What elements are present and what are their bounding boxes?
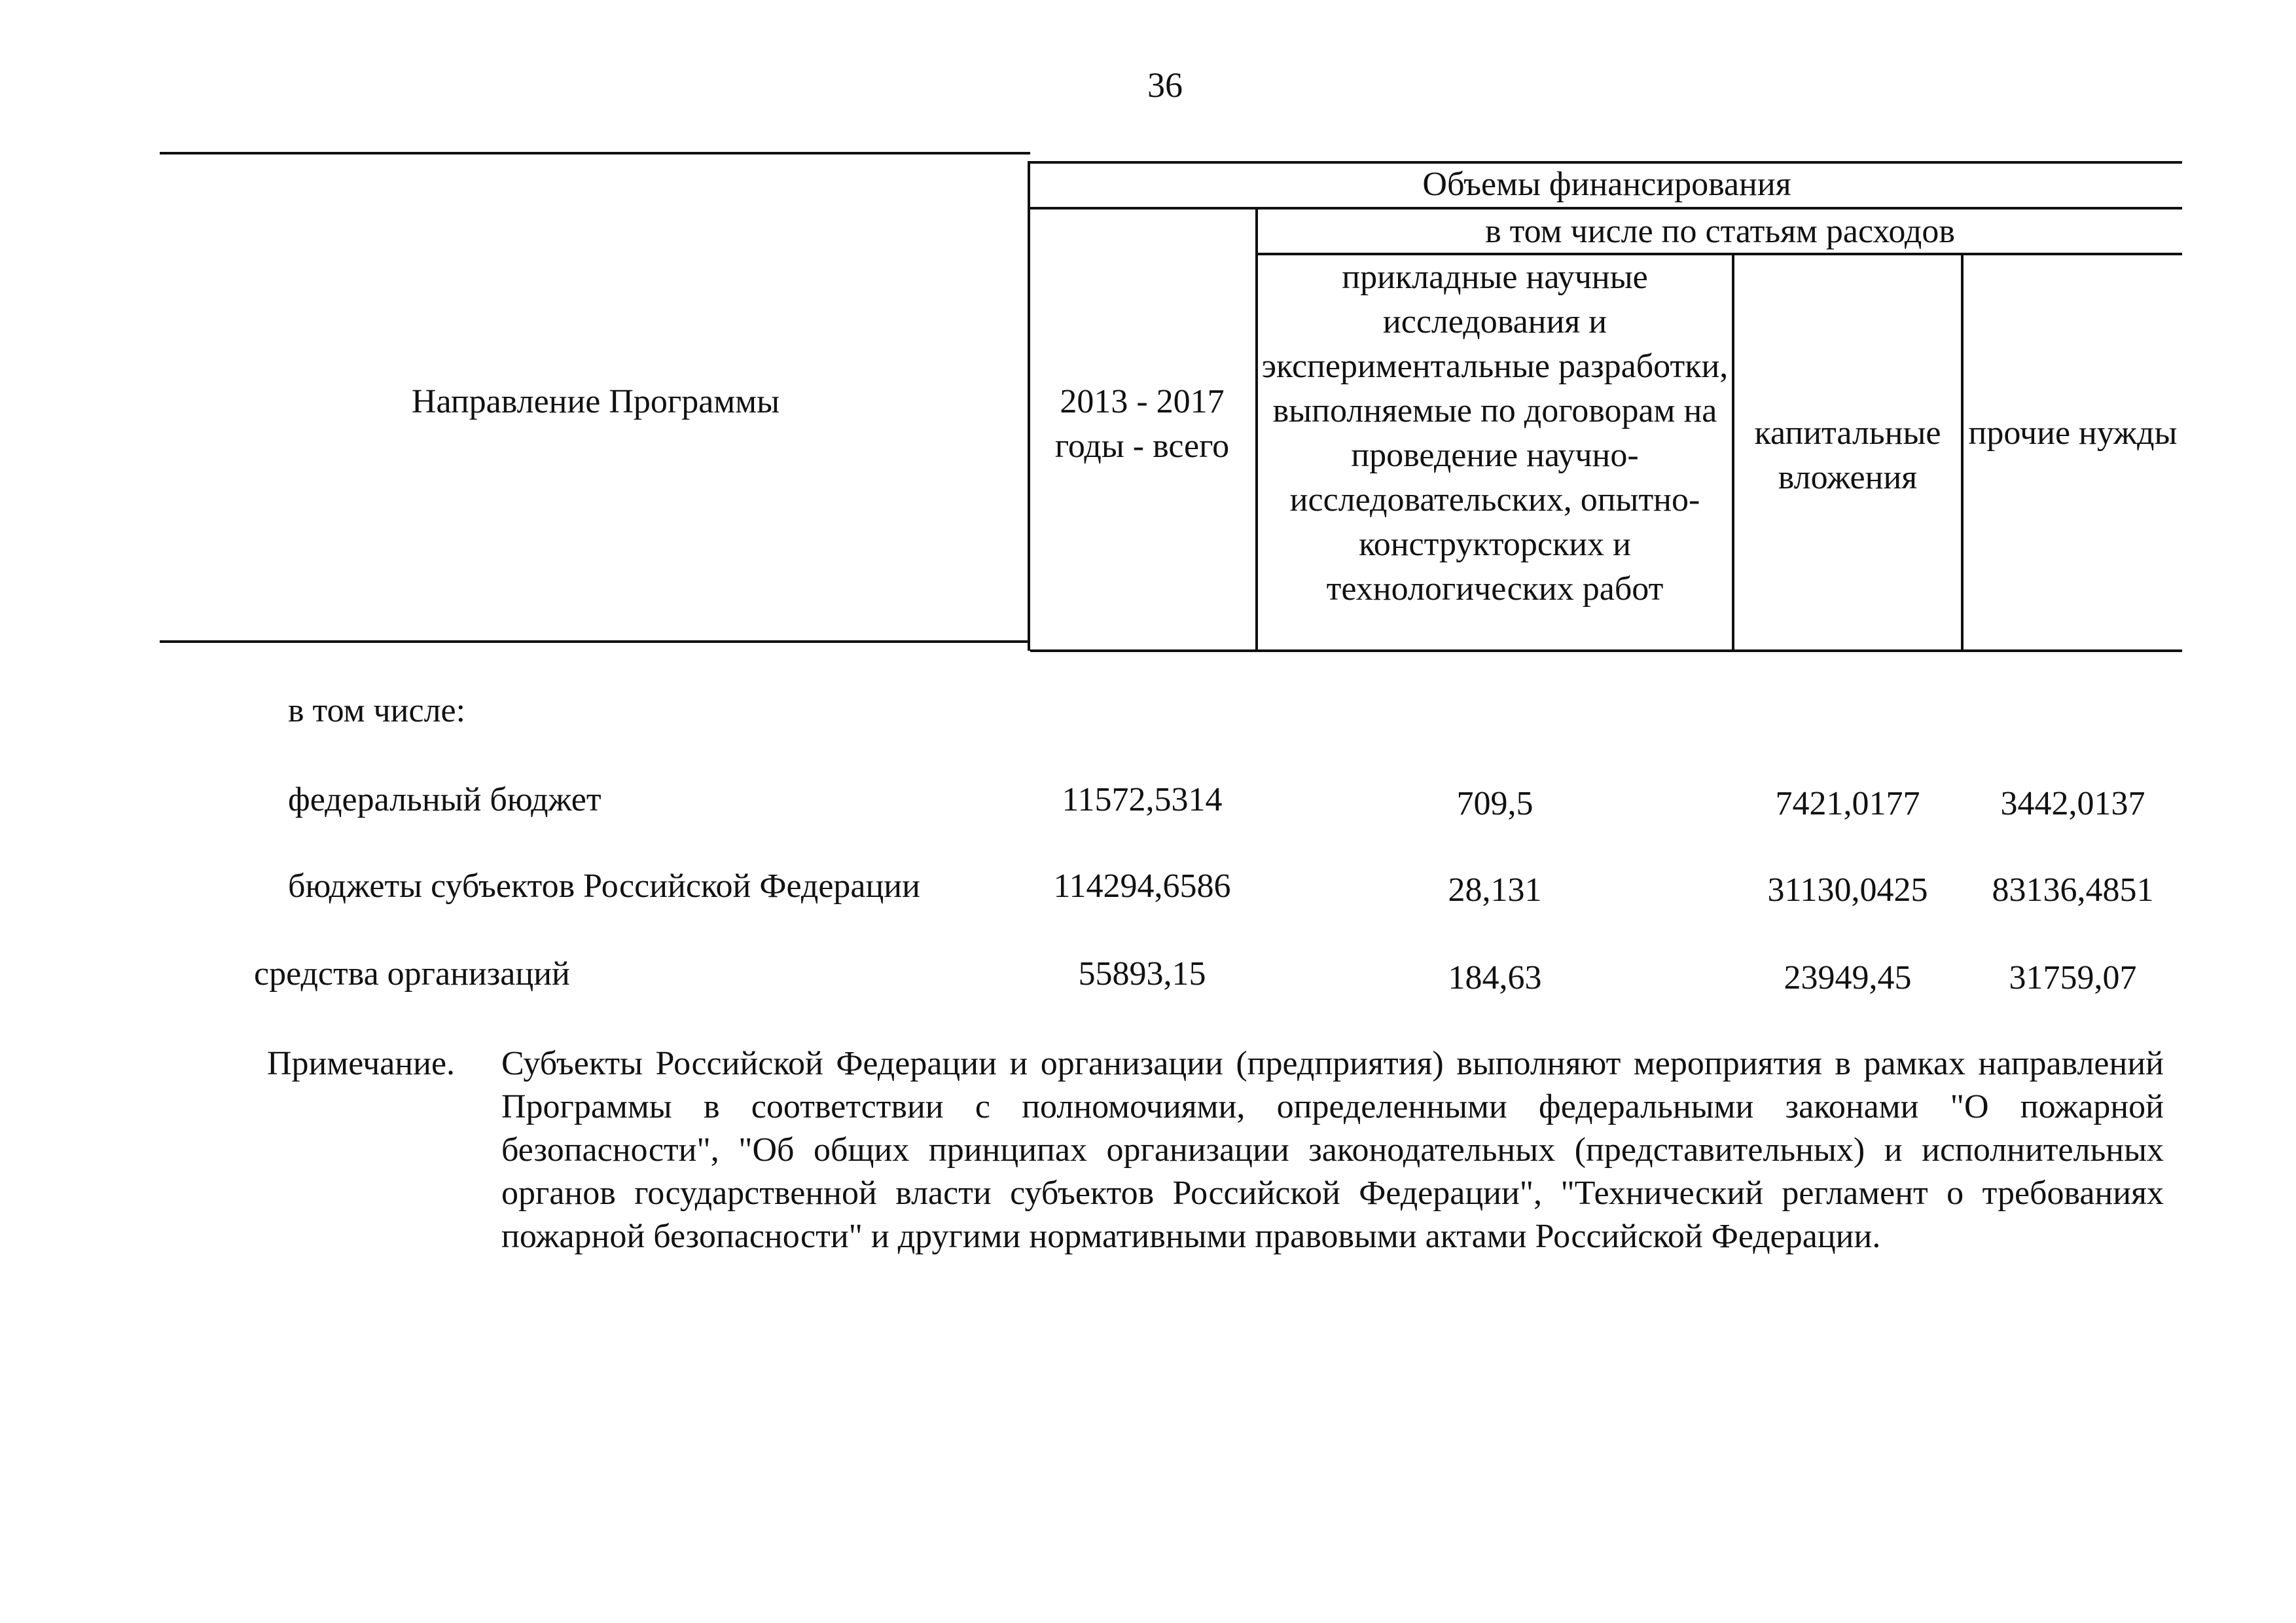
row-capital: 31130,0425: [1767, 871, 1928, 909]
col-divider-4: [1961, 253, 1964, 651]
header-bottom-rule-left: [160, 640, 1030, 643]
subheading: в том числе:: [288, 692, 466, 729]
table-top-rule: [160, 152, 1030, 155]
header-rnd: прикладные научные исследования и экспериментальные разработки, выполняемые по договорам на проведение научно-исследовательских, опытно-конструкторских и технологических работ: [1261, 259, 1729, 608]
row-total: 55893,15: [1078, 955, 1206, 993]
header-bottom-rule-right: [1030, 649, 2182, 652]
col-divider-2: [1255, 207, 1258, 651]
row-capital: 23949,45: [1784, 959, 1912, 996]
row-other: 83136,4851: [1992, 871, 2154, 909]
row-total: 114294,6586: [1053, 867, 1231, 905]
col-divider-1: [1028, 161, 1030, 651]
row-label: бюджеты субъектов Российской Федерации: [288, 867, 920, 905]
row-label: средства организаций: [254, 955, 570, 993]
funding-sub-rule: [1030, 207, 2182, 210]
row-label: федеральный бюджет: [288, 781, 601, 818]
header-total-years: 2013 - 2017 годы - всего: [1054, 383, 1230, 465]
note-text: Субъекты Российской Федерации и организации (предприятия) выполняют мероприятия в рамках направлений Программы в соответствии с полномочиями, определенными федеральными законами "О пожарной безопасности", "Об общих принципах организации законодательных (представительных) и исполнительных органов государственной власти субъектов Российской Федерации", "Технический регламент о требованиях пожарной безопасности" и другими нормативными правовыми актами Российской Федерации.: [501, 1045, 2164, 1255]
row-other: 31759,07: [2009, 959, 2137, 996]
header-expense-items: в том числе по статьям расходов: [1485, 213, 1955, 250]
row-other: 3442,0137: [2000, 785, 2145, 822]
row-total: 11572,5314: [1062, 781, 1223, 818]
header-other: прочие нужды: [1968, 414, 2178, 452]
row-capital: 7421,0177: [1775, 785, 1920, 822]
header-capital: капитальные вложения: [1754, 414, 1941, 496]
header-direction: Направление Программы: [411, 383, 780, 420]
note-label: Примечание.: [267, 1045, 456, 1082]
page-number: 36: [1147, 65, 1183, 105]
col-divider-3: [1732, 253, 1734, 651]
header-funding-volume: Объемы финансирования: [1422, 166, 1791, 203]
row-rnd: 709,5: [1456, 785, 1534, 822]
row-rnd: 184,63: [1448, 959, 1542, 996]
row-rnd: 28,131: [1448, 871, 1542, 909]
